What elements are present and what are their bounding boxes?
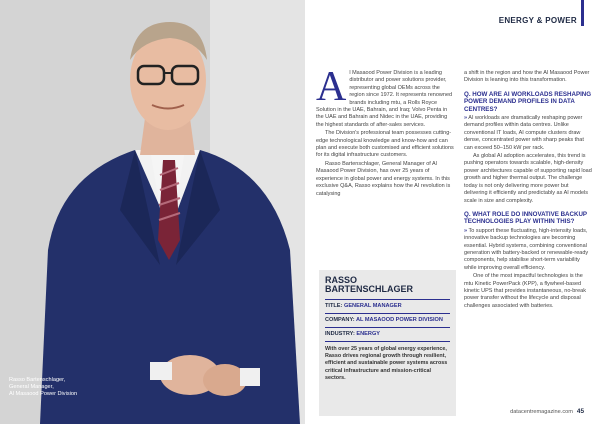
header-accent-bar <box>581 0 584 26</box>
dropcap: A <box>316 64 347 110</box>
answer-arrow-icon: » <box>464 115 468 122</box>
caption-line: Al Masaood Power Division <box>9 391 78 398</box>
answer-arrow-icon: » <box>464 227 468 234</box>
profile-title-label: TITLE: <box>325 302 343 309</box>
section-label: ENERGY & POWER <box>498 16 577 25</box>
profile-name <box>325 276 450 295</box>
profile-company-row <box>325 313 450 323</box>
profile-title-value: GENERAL MANAGER <box>343 302 402 309</box>
article-paragraph: One of the most impactful technologies is the mtu Kinetic PowerPack (KPP), a flywheel-based kinetic UPS that provides instantaneous, no-break power transfer without the lifecycle and disposal challenges associated with batteries. <box>464 273 586 309</box>
caption-line: General Manager, <box>9 384 54 391</box>
answer-paragraph <box>464 228 592 272</box>
article-column-2 <box>464 70 592 311</box>
question-heading: Q. HOW ARE AI WORKLOADS RESHAPING POWER DEMAND PROFILES IN DATA CENTRES? <box>464 90 592 113</box>
article-paragraph: As global AI adoption accelerates, this trend is pushing operators towards scalable, high-density power architectures capable of supporting rapid load growth and higher thermal output. The challenge today is not only delivering more power but delivering it efficiently and predictably as AI models scale in size and complexity. <box>464 153 592 204</box>
profile-box <box>319 270 456 416</box>
page-number: 45 <box>576 408 584 415</box>
profile-name-line: RASSO <box>325 275 358 285</box>
article-column-1 <box>316 64 454 199</box>
footer-site-link[interactable]: datacentremagazine.com <box>510 409 573 415</box>
profile-industry-value: ENERGY <box>356 330 381 337</box>
page-footer <box>510 408 584 415</box>
article-paragraph: The Division's professional team possesses cutting-edge technological knowledge and know-how and can plan and execute both customised and efficient solutions for its digital infrastructure customers. <box>316 130 454 159</box>
answer-text: To support these fluctuating, high-intensity loads, innovative backup technologies are becoming essential. Hybrid systems, combining conventional generation with battery-backed or renewable-ready components, help stabilise short-term variability while improving overall efficiency. <box>464 227 589 271</box>
article-paragraph: l Masaood Power Division is a leading distributor and power solutions provider, representing global OEMs across the region since 1972. It represents renowned brands including mtu, a Rolls Royce Solution in the UAE, Bahrain, and Iraq; Volvo Penta in the UAE and Bahrain and Nidec in the UAE, providing the highest standards of after-sales services. <box>316 70 453 128</box>
article-paragraph: a shift in the region and how the Al Masaood Power Division is leaning into this transformation. <box>464 70 590 84</box>
profile-title-row <box>325 299 450 309</box>
profile-company-value: AL MASAOOD POWER DIVISION <box>355 316 443 323</box>
profile-company-label: COMPANY: <box>325 316 355 323</box>
profile-industry-row <box>325 327 450 337</box>
profile-bio: With over 25 years of global energy experience, Rasso drives regional growth through resilient, efficient and sustainable power systems across critical infrastructure and mission-critical sectors. <box>325 341 450 382</box>
article-paragraph: Rasso Bartenschlager, General Manager of Al Masaood Power Division, has over 25 years of experience in global power and energy systems. In this exclusive Q&A, Rasso explains how the AI revolution is catalysing <box>316 160 451 197</box>
answer-text: AI workloads are dramatically reshaping power demand profiles within data centres. Unlike conventional IT loads, AI compute clusters draw dense, concentrated power with sharp peaks that can exceed 50–150 kW per rack. <box>464 115 584 151</box>
question-heading: Q. WHAT ROLE DO INNOVATIVE BACKUP TECHNOLOGIES PLAY WITHIN THIS? <box>464 210 587 226</box>
profile-name-line: BARTENSCHLAGER <box>325 284 414 295</box>
photo-caption <box>9 377 129 399</box>
profile-industry-label: INDUSTRY: <box>325 330 355 337</box>
caption-line: Rasso Bartenschlager, <box>9 377 66 383</box>
answer-paragraph <box>464 115 592 152</box>
